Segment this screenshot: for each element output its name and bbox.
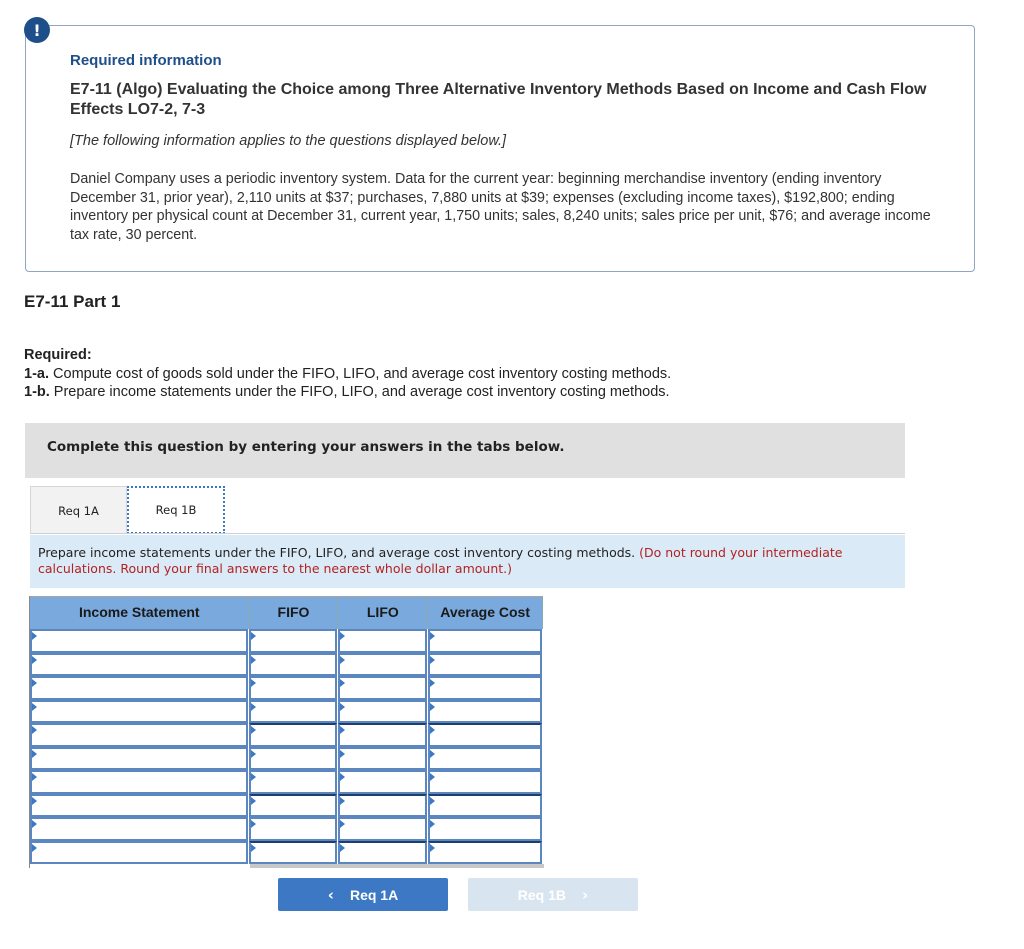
lifo-amount-input[interactable] xyxy=(340,725,425,745)
table-cell xyxy=(30,747,248,771)
table-row xyxy=(30,794,543,818)
income-statement-label-input[interactable] xyxy=(32,702,246,722)
required-item-label: 1-a. xyxy=(24,365,49,382)
table-cell xyxy=(249,770,337,794)
table-cell xyxy=(338,747,427,771)
fifo-amount-input[interactable] xyxy=(251,631,335,651)
income-statement-table xyxy=(29,596,543,868)
table-cell xyxy=(428,770,542,794)
average-cost-amount-input[interactable] xyxy=(430,725,540,745)
income-statement-label-input[interactable] xyxy=(32,725,246,745)
table-cell xyxy=(249,723,337,747)
table-cell xyxy=(428,747,542,771)
required-item-1a xyxy=(24,365,671,384)
required-item-text: Compute cost of goods sold under the FIFO, LIFO, and average cost inventory costing methods. xyxy=(49,365,672,382)
lifo-amount-input[interactable] xyxy=(340,843,425,863)
table-cell xyxy=(30,676,248,700)
average-cost-amount-input[interactable] xyxy=(430,772,540,792)
fifo-amount-input[interactable] xyxy=(251,772,335,792)
table-cell xyxy=(428,629,542,653)
table-cell xyxy=(338,841,427,865)
fifo-amount-input[interactable] xyxy=(251,819,335,839)
lifo-amount-input[interactable] xyxy=(340,819,425,839)
table-cell xyxy=(30,629,248,653)
prompt-rounding-note: (Do not round your intermediate calculations. Round your final answers to the nearest whole dollar amount.) xyxy=(38,545,843,576)
lifo-amount-input[interactable] xyxy=(340,772,425,792)
table-cell xyxy=(249,794,337,818)
table-cell xyxy=(249,629,337,653)
table-cell xyxy=(428,723,542,747)
required-item-label: 1-b. xyxy=(24,384,50,400)
table-cell xyxy=(338,700,427,724)
previous-req-1a-button[interactable] xyxy=(278,878,448,911)
table-cell xyxy=(338,770,427,794)
table-cell xyxy=(428,841,542,865)
required-item-1b xyxy=(24,383,671,402)
table-row xyxy=(30,770,543,794)
income-statement-label-input[interactable] xyxy=(32,843,246,863)
average-cost-amount-input[interactable] xyxy=(430,749,540,769)
required-item-text: Prepare income statements under the FIFO, LIFO, and average cost inventory costing methods. xyxy=(49,384,670,400)
table-cell xyxy=(30,653,248,677)
next-button-label: Req 1B xyxy=(517,886,567,903)
table-row xyxy=(30,723,543,747)
question-prompt xyxy=(30,535,905,588)
table-cell xyxy=(338,653,427,677)
table-cell xyxy=(249,653,337,677)
table-header xyxy=(30,596,543,629)
previous-button-label: Req 1A xyxy=(349,886,399,903)
table-row xyxy=(30,841,543,865)
table-cell xyxy=(249,747,337,771)
required-section xyxy=(24,346,671,402)
info-label: Required information xyxy=(70,52,222,69)
table-cell xyxy=(338,629,427,653)
average-cost-amount-input[interactable] xyxy=(430,819,540,839)
prompt-text: Prepare income statements under the FIFO, LIFO, and average cost inventory costing methods. xyxy=(38,545,640,560)
table-row xyxy=(30,747,543,771)
fifo-amount-input[interactable] xyxy=(251,678,335,698)
lifo-amount-input[interactable] xyxy=(340,655,425,675)
info-note: [The following information applies to the questions displayed below.] xyxy=(70,133,507,149)
table-cell xyxy=(338,794,427,818)
income-statement-label-input[interactable] xyxy=(32,819,246,839)
instruction-text: Complete this question by entering your answers in the tabs below. xyxy=(47,439,565,455)
lifo-amount-input[interactable] xyxy=(340,631,425,651)
problem-description: Daniel Company uses a periodic inventory system. Data for the current year: beginning merchandise inventory (ending inventory December 31, prior year), 2,110 units at $37; purchases, 7,880 units at $39; expenses (excluding income taxes), $192,800; ending inventory per physical count at December 31, current year, 1,750 units; sales, 8,240 units; sales price per unit, $76; and average income tax rate, 30 percent. xyxy=(70,171,931,243)
problem-title: E7-11 (Algo) Evaluating the Choice among Three Alternative Inventory Methods Based on Income and Cash Flow Effects LO7-2, 7-3 xyxy=(70,81,927,118)
chevron-right-icon: › xyxy=(582,885,589,904)
instruction-bar xyxy=(25,423,905,478)
table-cell xyxy=(338,817,427,841)
average-cost-amount-input[interactable] xyxy=(430,702,540,722)
table-cell xyxy=(30,700,248,724)
table-cell xyxy=(428,676,542,700)
table-cell xyxy=(249,700,337,724)
table-cell xyxy=(428,653,542,677)
header-income-statement: Income Statement xyxy=(30,597,250,629)
part-title: E7-11 Part 1 xyxy=(24,292,121,311)
table-cell xyxy=(428,700,542,724)
income-statement-label-input[interactable] xyxy=(32,631,246,651)
table-row xyxy=(30,817,543,841)
table-cell xyxy=(428,794,542,818)
table-row xyxy=(30,629,543,653)
tab-req-1a[interactable]: Req 1A xyxy=(30,486,127,534)
lifo-amount-input[interactable] xyxy=(340,796,425,816)
average-cost-amount-input[interactable] xyxy=(430,655,540,675)
tab-divider xyxy=(30,533,905,534)
table-cell xyxy=(249,841,337,865)
header-lifo: LIFO xyxy=(338,597,428,629)
header-average-cost: Average Cost xyxy=(428,597,543,629)
fifo-amount-input[interactable] xyxy=(251,796,335,816)
table-footer xyxy=(250,864,544,868)
table-cell xyxy=(249,817,337,841)
tab-req-1b[interactable]: Req 1B xyxy=(127,486,225,534)
table-row xyxy=(30,676,543,700)
table-cell xyxy=(338,723,427,747)
table-cell xyxy=(249,676,337,700)
table-cell xyxy=(428,817,542,841)
table-cell xyxy=(30,817,248,841)
table-cell xyxy=(30,841,248,865)
income-statement-label-input[interactable] xyxy=(32,749,246,769)
fifo-amount-input[interactable] xyxy=(251,725,335,745)
chevron-left-icon: ‹ xyxy=(327,885,334,904)
next-req-1b-button xyxy=(468,878,638,911)
required-information-panel xyxy=(25,25,975,272)
lifo-amount-input[interactable] xyxy=(340,678,425,698)
average-cost-amount-input[interactable] xyxy=(430,796,540,816)
lifo-amount-input[interactable] xyxy=(340,749,425,769)
table-cell xyxy=(30,770,248,794)
average-cost-amount-input[interactable] xyxy=(430,843,540,863)
table-cell xyxy=(30,794,248,818)
income-statement-label-input[interactable] xyxy=(32,655,246,675)
fifo-amount-input[interactable] xyxy=(251,843,335,863)
table-cell xyxy=(338,676,427,700)
fifo-amount-input[interactable] xyxy=(251,655,335,675)
fifo-amount-input[interactable] xyxy=(251,702,335,722)
income-statement-label-input[interactable] xyxy=(32,678,246,698)
fifo-amount-input[interactable] xyxy=(251,749,335,769)
table-row xyxy=(30,700,543,724)
average-cost-amount-input[interactable] xyxy=(430,678,540,698)
income-statement-label-input[interactable] xyxy=(32,772,246,792)
table-row xyxy=(30,653,543,677)
table-cell xyxy=(30,723,248,747)
income-statement-label-input[interactable] xyxy=(32,796,246,816)
required-heading: Required: xyxy=(24,347,92,363)
average-cost-amount-input[interactable] xyxy=(430,631,540,651)
lifo-amount-input[interactable] xyxy=(340,702,425,722)
header-fifo: FIFO xyxy=(250,597,339,629)
alert-icon: ! xyxy=(24,17,50,43)
